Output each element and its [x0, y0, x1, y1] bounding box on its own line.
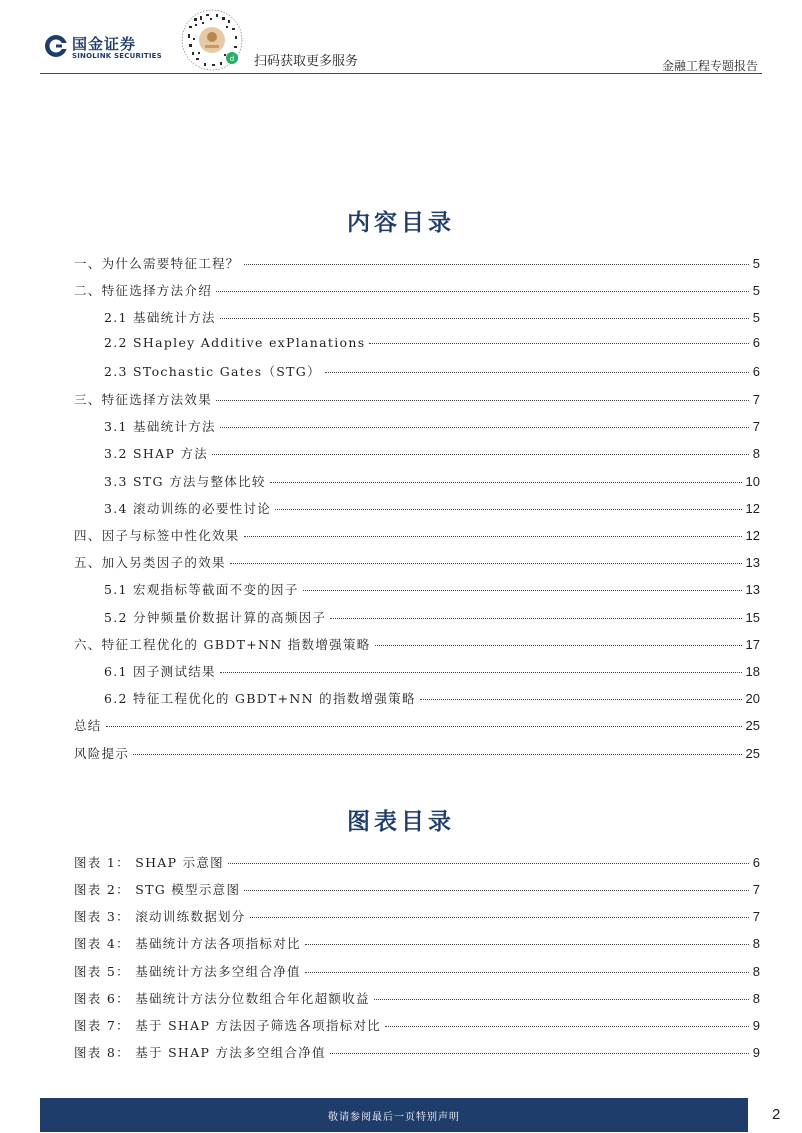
footer-disclaimer: 敬请参阅最后一页特别声明: [328, 1112, 460, 1123]
toc-leader-dots: [270, 482, 742, 483]
figure-entry[interactable]: [74, 853, 760, 873]
toc-entry-text: 3.1 基础统计方法: [104, 419, 216, 434]
toc-entry[interactable]: [74, 553, 760, 573]
toc-leader-dots: [244, 264, 749, 265]
figure-leader-dots: [305, 972, 749, 973]
figure-entry-text: 图表 6： 基础统计方法分位数组合年化超额收益: [74, 991, 370, 1006]
figure-leader-dots: [305, 944, 749, 945]
toc-entry-text: 2.3 STochastic Gates（STG）: [104, 364, 321, 379]
toc-entry[interactable]: [104, 444, 760, 464]
figure-entry-page: 6: [752, 855, 760, 870]
figure-entry-text: 图表 7： 基于 SHAP 方法因子筛选各项指标对比: [74, 1018, 382, 1033]
toc-leader-dots: [106, 726, 742, 727]
toc-entry[interactable]: [104, 362, 760, 382]
toc-entry[interactable]: [74, 716, 760, 736]
toc-entry[interactable]: [104, 608, 760, 628]
toc-leader-dots: [330, 618, 741, 619]
figure-entry[interactable]: [74, 934, 760, 954]
figure-leader-dots: [228, 863, 749, 864]
toc-leader-dots: [275, 509, 741, 510]
figure-entry-page: 7: [752, 909, 760, 924]
toc-entry-text: 六、特征工程优化的 GBDT+NN 指数增强策略: [74, 637, 371, 652]
toc-entry-text: 2.2 SHapley Additive exPlanations: [104, 335, 366, 350]
toc-title: 内容目录: [347, 209, 455, 236]
figure-leader-dots: [244, 890, 749, 891]
toc-entry-page: 15: [745, 610, 760, 625]
toc-entry[interactable]: [104, 662, 760, 682]
toc-entry-page: 5: [752, 256, 760, 271]
toc-entry-page: 18: [745, 664, 760, 679]
figure-entry[interactable]: [74, 880, 760, 900]
toc-entry-text: 五、加入另类因子的效果: [74, 555, 226, 570]
toc-leader-dots: [133, 754, 741, 755]
figure-entry-text: 图表 5： 基础统计方法多空组合净值: [74, 964, 301, 979]
logo-chinese-name: 国金证券: [72, 35, 137, 53]
figure-entry-page: 8: [752, 964, 760, 979]
toc-entry-text: 6.1 因子测试结果: [104, 664, 216, 679]
toc-entry-text: 一、为什么需要特征工程？: [74, 256, 240, 271]
figure-entry-text: 图表 4： 基础统计方法各项指标对比: [74, 936, 301, 951]
toc-entry[interactable]: [104, 335, 760, 355]
toc-leader-dots: [230, 563, 742, 564]
toc-entry-text: 3.3 STG 方法与整体比较: [104, 474, 266, 489]
page-footer: [40, 1098, 748, 1132]
toc-leader-dots: [420, 699, 742, 700]
toc-entry-page: 13: [745, 555, 760, 570]
toc-entry-page: 25: [745, 746, 760, 761]
toc-leader-dots: [369, 343, 748, 344]
toc-entry-page: 5: [752, 283, 760, 298]
toc-entry-text: 四、因子与标签中性化效果: [74, 528, 240, 543]
toc-entry-page: 13: [745, 582, 760, 597]
toc-entry[interactable]: [104, 472, 760, 492]
toc-entry[interactable]: [104, 499, 760, 519]
toc-entry-page: 25: [745, 718, 760, 733]
toc-leader-dots: [325, 372, 749, 373]
figure-entry[interactable]: [74, 989, 760, 1009]
toc-leader-dots: [216, 400, 749, 401]
figure-leader-dots: [330, 1053, 749, 1054]
toc-entry-page: 12: [745, 528, 760, 543]
toc-leader-dots: [220, 672, 742, 673]
figure-entry[interactable]: [74, 962, 760, 982]
company-logo: [44, 32, 184, 68]
qr-code-icon[interactable]: [180, 8, 246, 72]
figure-entry-page: 9: [752, 1045, 760, 1060]
figure-entry[interactable]: [74, 1016, 760, 1036]
figure-entry[interactable]: [74, 1043, 760, 1063]
toc-leader-dots: [375, 645, 742, 646]
toc-entry[interactable]: [74, 254, 760, 274]
toc-entry-page: 10: [745, 474, 760, 489]
toc-entry[interactable]: [104, 417, 760, 437]
figure-entry-page: 9: [752, 1018, 760, 1033]
toc-entry-page: 6: [752, 364, 760, 379]
figure-leader-dots: [385, 1026, 749, 1027]
figure-entry-text: 图表 2： STG 模型示意图: [74, 882, 241, 897]
toc-entry[interactable]: [74, 635, 760, 655]
figure-entry-page: 7: [752, 882, 760, 897]
toc-entry-text: 3.4 滚动训练的必要性讨论: [104, 501, 272, 516]
logo-english-name: SINOLINK SECURITIES: [72, 52, 162, 60]
figure-entry-text: 图表 8： 基于 SHAP 方法多空组合净值: [74, 1045, 326, 1060]
toc-entry-page: 5: [752, 310, 760, 325]
toc-entry[interactable]: [74, 390, 760, 410]
figure-entry-text: 图表 1： SHAP 示意图: [74, 855, 224, 870]
toc-entry[interactable]: [74, 526, 760, 546]
figure-entry-page: 8: [752, 936, 760, 951]
qr-caption: 扫码获取更多服务: [254, 54, 359, 69]
toc-entry[interactable]: [104, 580, 760, 600]
svg-text:d: d: [229, 55, 235, 63]
toc-entry-page: 8: [752, 446, 760, 461]
toc-entry-text: 风险提示: [74, 746, 130, 761]
toc-entry[interactable]: [104, 308, 760, 328]
toc-entry-text: 6.2 特征工程优化的 GBDT+NN 的指数增强策略: [104, 691, 416, 706]
toc-entry[interactable]: [104, 689, 760, 709]
toc-entry-text: 2.1 基础统计方法: [104, 310, 216, 325]
toc-entry-text: 二、特征选择方法介绍: [74, 283, 213, 298]
toc-entry[interactable]: [74, 281, 760, 301]
figure-entry[interactable]: [74, 907, 760, 927]
toc-entry-text: 3.2 SHAP 方法: [104, 446, 209, 461]
toc-leader-dots: [212, 454, 749, 455]
toc-leader-dots: [220, 318, 749, 319]
report-type-label: 金融工程专题报告: [661, 59, 758, 73]
toc-entry-text: 三、特征选择方法效果: [74, 392, 213, 407]
toc-leader-dots: [216, 291, 749, 292]
figure-leader-dots: [250, 917, 749, 918]
header-divider: [40, 73, 762, 74]
toc-entry-text: 5.2 分钟频量价数据计算的高频因子: [104, 610, 327, 625]
toc-leader-dots: [220, 427, 749, 428]
toc-entry-text: 5.1 宏观指标等截面不变的因子: [104, 582, 299, 597]
sinolink-logo-icon: [44, 34, 68, 58]
toc-leader-dots: [303, 590, 742, 591]
toc-entry-text: 总结: [74, 718, 102, 733]
figure-list-title: 图表目录: [347, 808, 455, 835]
toc-entry-page: 6: [752, 335, 760, 350]
figure-entry-text: 图表 3： 滚动训练数据划分: [74, 909, 246, 924]
figure-entry-page: 8: [752, 991, 760, 1006]
toc-entry-page: 12: [745, 501, 760, 516]
toc-entry-page: 7: [752, 419, 760, 434]
toc-entry-page: 17: [745, 637, 760, 652]
toc-leader-dots: [244, 536, 742, 537]
toc-entry-page: 7: [752, 392, 760, 407]
toc-entry[interactable]: [74, 744, 760, 764]
page-number: 2: [772, 1106, 781, 1123]
figure-leader-dots: [374, 999, 749, 1000]
page-header: [0, 0, 802, 78]
toc-entry-page: 20: [745, 691, 760, 706]
